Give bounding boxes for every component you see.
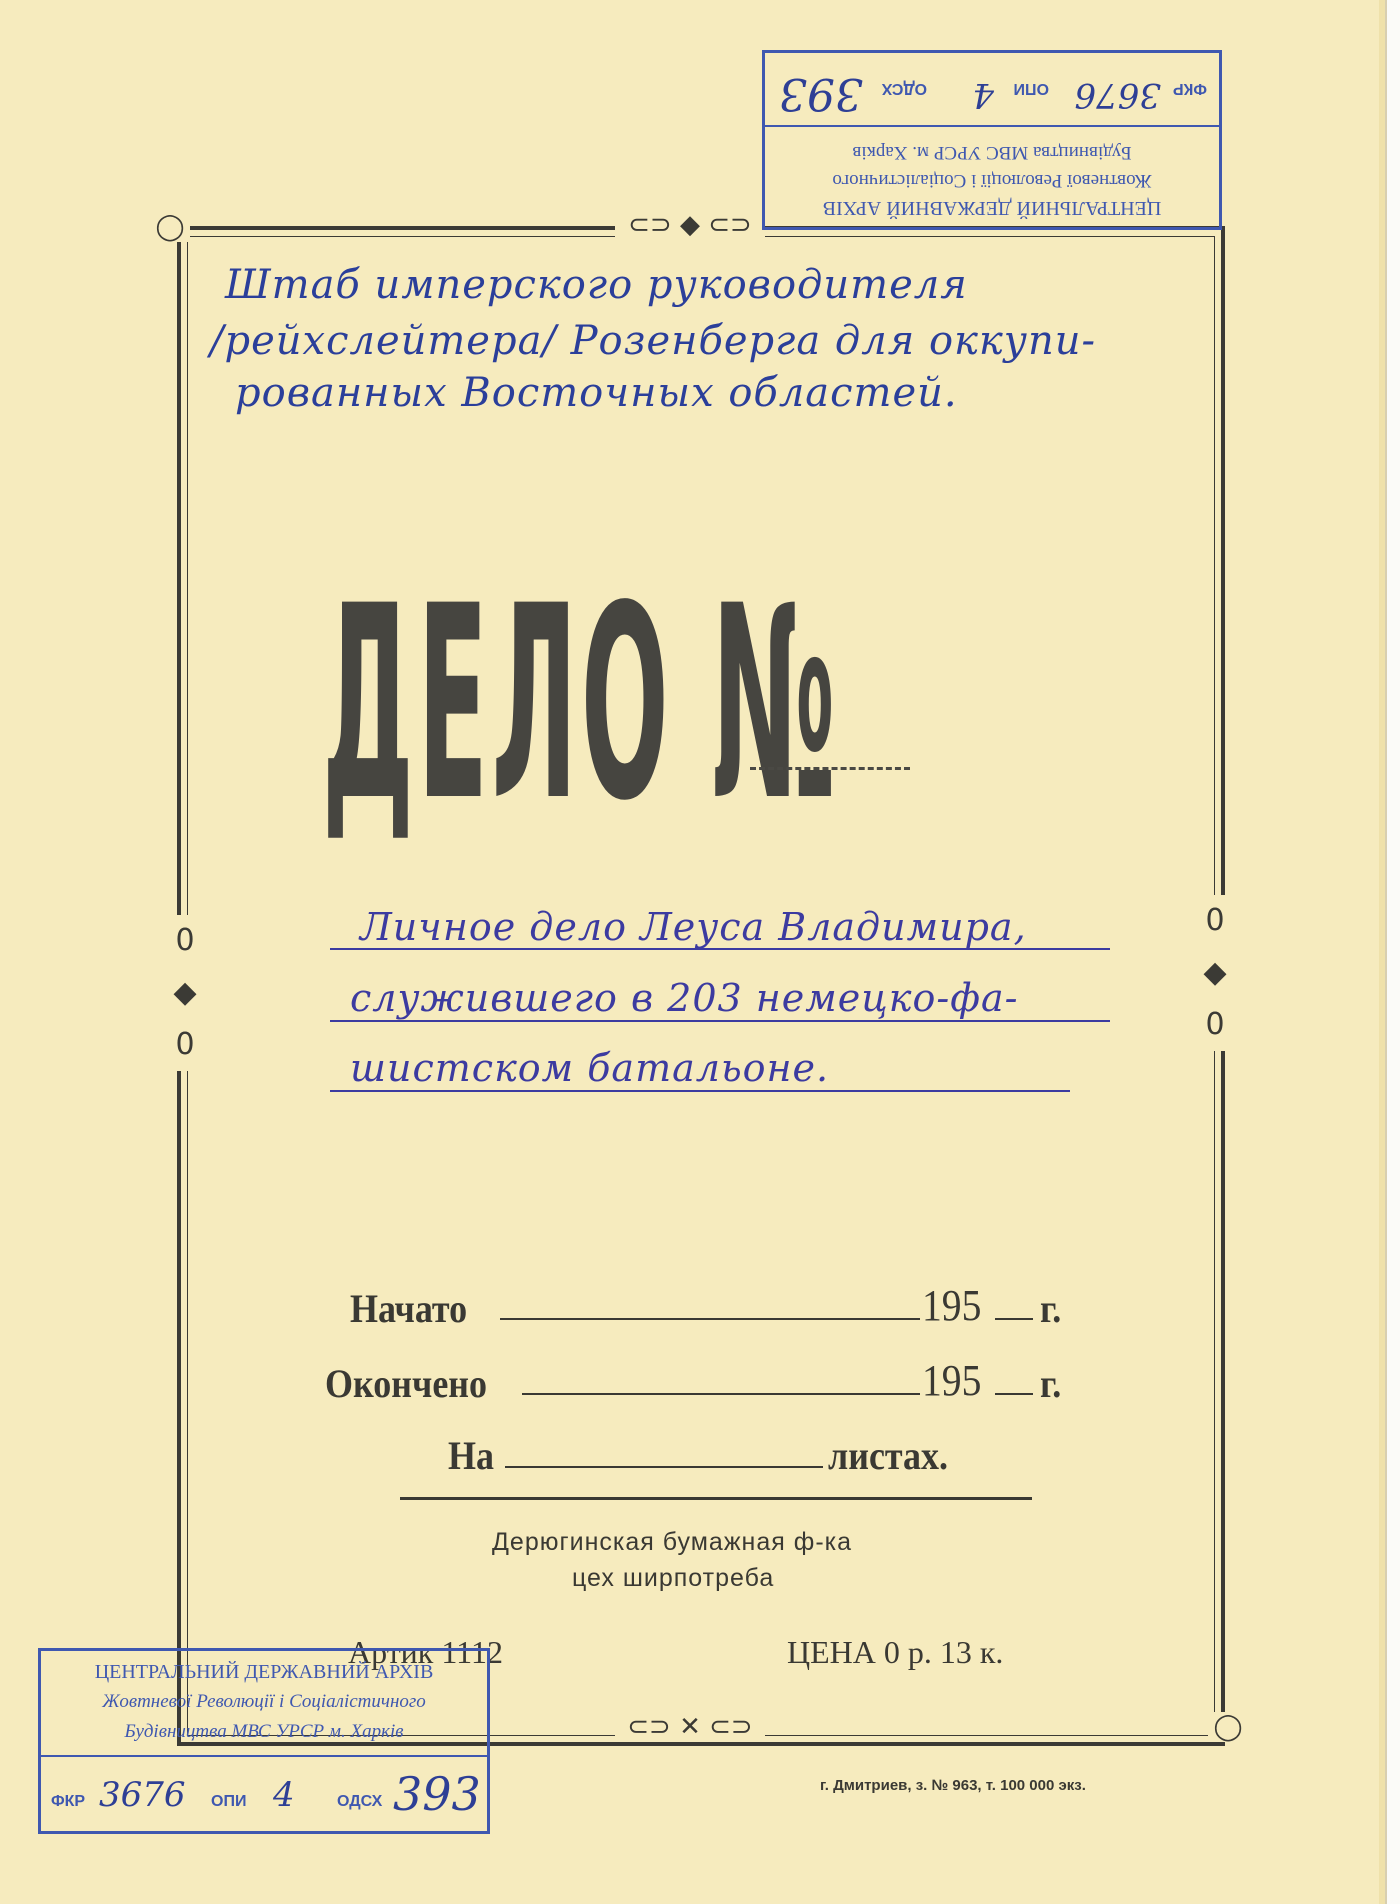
stamp-fond-label: ФКР <box>51 1793 86 1810</box>
frame-ornament-bottom-right: ◯ <box>1208 1712 1248 1742</box>
printer-info: г. Дмитриев, з. № 963, т. 100 000 экз. <box>820 1777 1086 1794</box>
case-title-line-3: шистском батальоне. <box>350 1046 830 1090</box>
sheets-count-line <box>505 1466 823 1468</box>
stamp-fond-value: 3676 <box>1074 75 1161 115</box>
case-title-underline-3 <box>330 1090 1070 1092</box>
stamp-case-value: 393 <box>393 1767 481 1821</box>
started-date-line <box>500 1318 920 1320</box>
ended-year-suffix: г. <box>1040 1361 1062 1406</box>
stamp-opis-label: ОПИ <box>211 1793 247 1810</box>
started-year-suffix: г. <box>1040 1286 1062 1331</box>
frame-ornament-bottom-center: ⊂⊃ ✕ ⊂⊃ <box>615 1712 765 1742</box>
header-handwritten-line-3: рованных Восточных областей. <box>235 370 958 416</box>
stamp-line-3: Будівництва МВС УРСР м. Харків <box>852 142 1132 163</box>
stamp-opis-value: 4 <box>972 75 994 115</box>
frame-ornament-top-center: ⊂⊃ ◆ ⊂⊃ <box>615 210 765 240</box>
price: ЦЕНА 0 р. 13 к. <box>787 1634 1004 1670</box>
started-year-prefix: 195 <box>922 1281 982 1330</box>
stamp-line-1: ЦЕНТРАЛЬНИЙ ДЕРЖАВНИЙ АРХІВ <box>822 197 1162 219</box>
paper-edge <box>1385 0 1400 1904</box>
ended-year-prefix: 195 <box>922 1356 982 1405</box>
stamp-opis-label: ОПИ <box>1013 80 1049 97</box>
stamp-line-2: Жовтневої Революції і Соціалістичного <box>102 1691 426 1712</box>
case-title-line-1: Личное дело Леуса Владимира, <box>360 905 1027 949</box>
case-title-underline-1 <box>330 948 1110 950</box>
stamp-line-1: ЦЕНТРАЛЬНИЙ ДЕРЖАВНИЙ АРХІВ <box>94 1661 434 1683</box>
title-number-line <box>750 767 910 770</box>
case-title-line-2: служившего в 203 немецко-фа- <box>350 976 1019 1020</box>
case-title-underline-2 <box>330 1020 1110 1022</box>
header-handwritten-line-1: Штаб имперского руководителя <box>225 262 968 308</box>
stamp-fond-value: 3676 <box>99 1775 186 1815</box>
article-number: Артик 1112 <box>348 1634 503 1670</box>
frame-ornament-left-middle: 0 ◆ 0 <box>168 915 202 1071</box>
frame-ornament-top-left: ◯ <box>150 212 190 242</box>
footer-divider <box>400 1497 1032 1500</box>
stamp-case-value: 393 <box>779 68 863 119</box>
header-handwritten-line-2: /рейхслейтера/ Розенберга для оккупи- <box>210 318 1097 364</box>
ended-date-line <box>522 1393 920 1395</box>
started-label: Начато <box>350 1286 468 1331</box>
stamp-line-3: Будівництва МВС УРСР м. Харків <box>124 1721 404 1742</box>
stamp-line-2: Жовтневої Революції і Соціалістичного <box>832 170 1152 191</box>
archive-stamp-top <box>762 50 1222 230</box>
title-delo: ДЕЛО № <box>322 548 840 860</box>
manufacturer-line-1: Дерюгинская бумажная ф-ка <box>492 1528 853 1556</box>
stamp-opis-value: 4 <box>273 1775 295 1815</box>
archive-stamp-bottom <box>38 1648 490 1834</box>
sheets-prefix: На <box>448 1433 495 1478</box>
ended-year-line <box>995 1393 1033 1395</box>
frame-ornament-right-middle: 0 ◆ 0 <box>1198 895 1232 1051</box>
ended-label: Окончено <box>325 1361 488 1406</box>
manufacturer-line-2: цех ширпотреба <box>572 1564 775 1592</box>
sheets-suffix: листах. <box>828 1433 949 1478</box>
stamp-fond-label: ФКР <box>1172 80 1207 97</box>
stamp-case-label: ОДСХ <box>881 80 927 97</box>
started-year-line <box>995 1318 1033 1320</box>
stamp-case-label: ОДСХ <box>337 1793 383 1810</box>
